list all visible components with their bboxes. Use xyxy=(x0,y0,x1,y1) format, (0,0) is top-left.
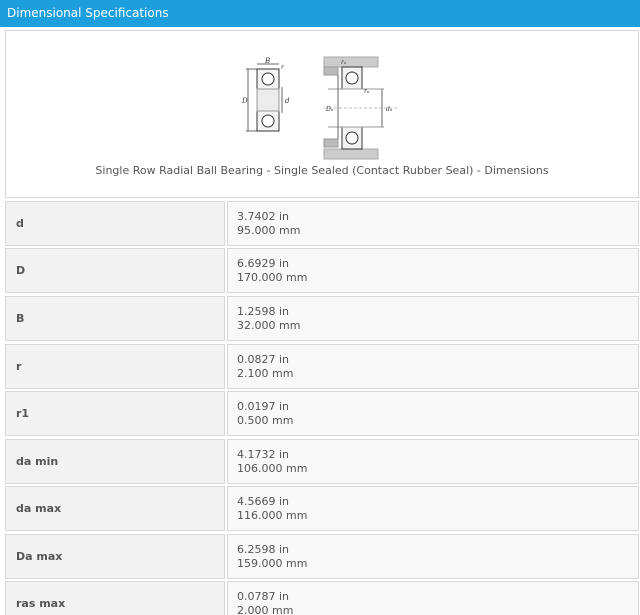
dim-label-outer-d: D xyxy=(242,97,248,105)
spec-value-imperial: 0.0197 in xyxy=(237,400,290,413)
spec-label: Da max xyxy=(5,534,225,579)
diagram-caption: Single Row Radial Ball Bearing - Single Sealed (Contact Rubber Seal) - Dimensions xyxy=(95,164,549,177)
spec-value-imperial: 1.2598 in xyxy=(237,305,290,318)
bearing-cross-section xyxy=(246,64,282,131)
spec-value xyxy=(227,534,639,579)
spec-value-metric: 0.500 mm xyxy=(237,414,294,427)
spec-value xyxy=(227,248,639,293)
spec-value xyxy=(227,201,639,246)
spec-value xyxy=(227,581,639,615)
spec-value-imperial: 6.6929 in xyxy=(237,257,290,270)
spec-value-imperial: 3.7402 in xyxy=(237,210,290,223)
spec-value-metric: 95.000 mm xyxy=(237,224,301,237)
spec-label: D xyxy=(5,248,225,293)
spec-label: d xyxy=(5,201,225,246)
spec-value-metric: 2.000 mm xyxy=(237,604,294,615)
spec-label: B xyxy=(5,296,225,341)
spec-label: r1 xyxy=(5,391,225,436)
dim-label-ra-top: rₐ xyxy=(341,59,347,66)
spec-value-metric: 106.000 mm xyxy=(237,462,308,475)
spec-value xyxy=(227,344,639,389)
dim-label-da-outer: Dₐ xyxy=(326,106,334,113)
spec-row-b xyxy=(5,296,639,343)
spec-value xyxy=(227,391,639,436)
spec-value xyxy=(227,296,639,341)
spec-label: da min xyxy=(5,439,225,484)
dim-label-ra-side: rₐ xyxy=(364,88,370,95)
spec-row-outer-d xyxy=(5,248,639,295)
spec-value-imperial: 0.0827 in xyxy=(237,353,290,366)
dim-label-b: B xyxy=(265,57,271,65)
spec-value-imperial: 4.5669 in xyxy=(237,495,290,508)
spec-value-imperial: 0.0787 in xyxy=(237,590,290,603)
spec-label: r xyxy=(5,344,225,389)
spec-value-imperial: 6.2598 in xyxy=(237,543,290,556)
spec-value-metric: 159.000 mm xyxy=(237,557,308,570)
spec-row-d xyxy=(5,201,639,248)
spec-row-da-max xyxy=(5,486,639,533)
spec-value-metric: 32.000 mm xyxy=(237,319,301,332)
spec-value-metric: 170.000 mm xyxy=(237,271,308,284)
dim-label-r: r xyxy=(281,64,284,71)
dim-label-inner-d: d xyxy=(285,97,290,105)
spec-label: ras max xyxy=(5,581,225,615)
spec-value-metric: 116.000 mm xyxy=(237,509,308,522)
bearing-dimension-diagram xyxy=(6,31,638,161)
panel-title: Dimensional Specifications xyxy=(7,6,169,20)
spec-row-ras-max xyxy=(5,581,639,615)
spec-value-imperial: 4.1732 in xyxy=(237,448,290,461)
spec-label: da max xyxy=(5,486,225,531)
dim-label-da-inner: dₐ xyxy=(386,106,393,113)
spec-value xyxy=(227,486,639,531)
spec-row-r1 xyxy=(5,391,639,438)
spec-value xyxy=(227,439,639,484)
spec-value-metric: 2.100 mm xyxy=(237,367,294,380)
bearing-diagram-box xyxy=(5,30,639,198)
panel-header[interactable] xyxy=(0,0,640,27)
spec-row-r xyxy=(5,344,639,391)
spec-row-outer-da-max xyxy=(5,534,639,581)
spec-row-da-min xyxy=(5,439,639,486)
